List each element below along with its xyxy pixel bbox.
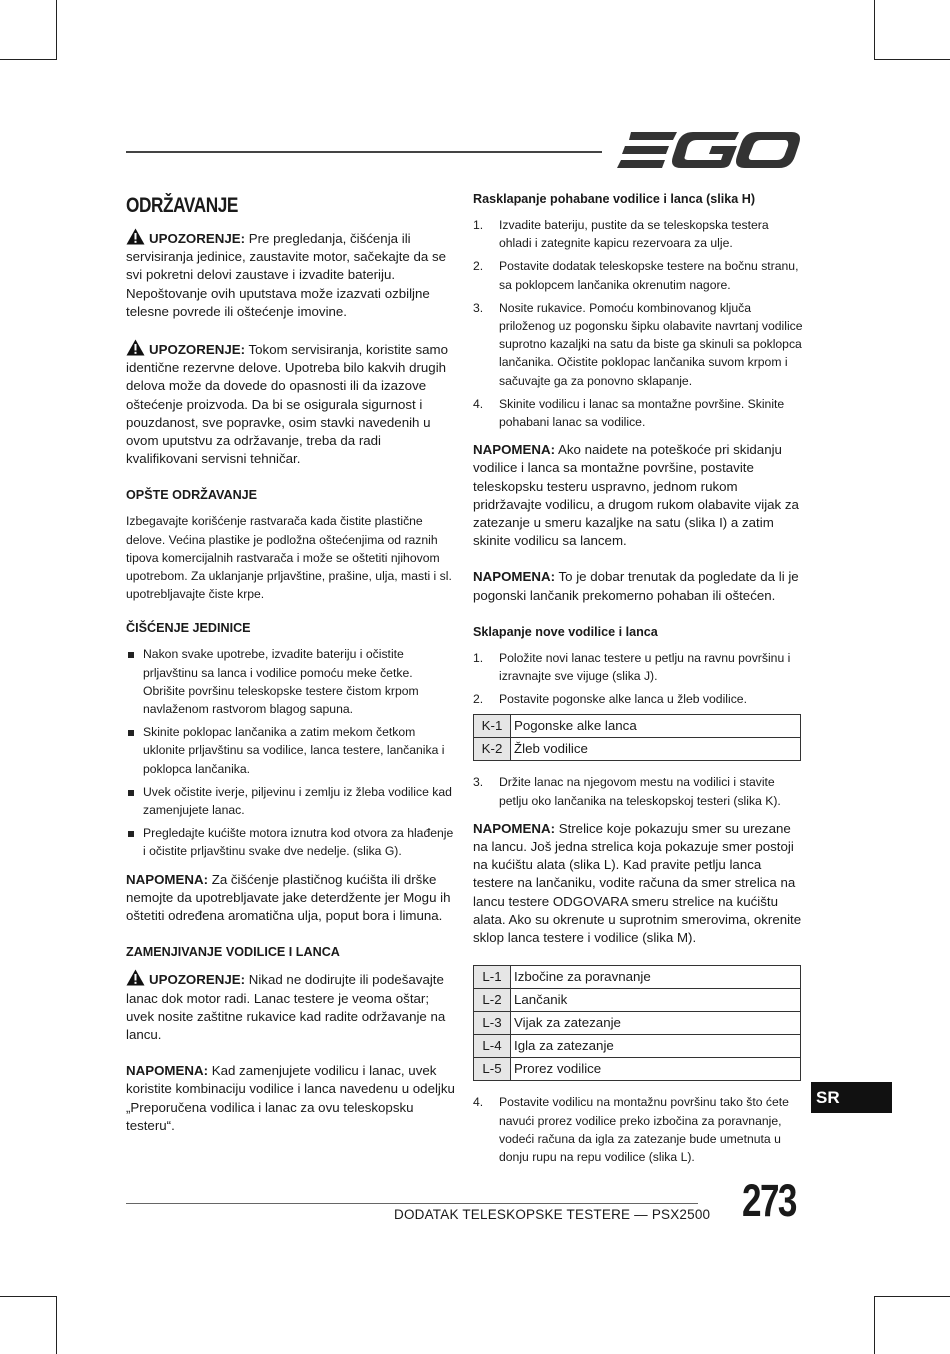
warning-paragraph xyxy=(126,969,456,1044)
table-row: K-1 Pogonske alke lanca xyxy=(474,715,801,738)
general-text: Izbegavajte korišćenje rastvarača kada čistite plastične delove. Većina plastike je podložna oštećenjima od raznih tipova komercijalnih rastvarača i može se oštetiti njihovom upotrebom. Za uklanjanje prljavštine, prašine, ulja, masti i sl. upotrebljavajte čiste krpe. xyxy=(126,514,452,602)
step-item: 3. Držite lanac na njegovom mestu na vodilici i stavite petlju oko lančanika na teleskopskoj testeri (slika K). xyxy=(473,775,781,808)
table-row: K-2 Žleb vodilice xyxy=(474,738,801,761)
section-heading: OPŠTE ODRŽAVANJE xyxy=(126,488,258,503)
list-item: Skinite poklopac lančanika a zatim mekom četkom uklonite prljavštinu sa vodilice, lanca testere, lančanika i poklopca lančanika. xyxy=(126,723,456,778)
warning-triangle-icon xyxy=(126,339,145,356)
bullet-square-icon xyxy=(128,790,134,796)
ego-logo xyxy=(617,128,801,172)
assembly-step-4 xyxy=(473,1093,803,1166)
crop-mark xyxy=(874,59,950,60)
crop-mark xyxy=(0,59,56,60)
step-item: 2. Postavite pogonske alke lanca u žleb vodilice. xyxy=(473,692,747,707)
note-paragraph xyxy=(473,820,803,947)
note-text: Za čišćenje plastičnog kućišta ili drške nemojte da upotrebljavate jake deterdžente jer Mogu ih oštetiti određena aromatična ulja, poput bora i limuna. xyxy=(126,871,451,924)
note-text: Ako naidete na poteškoće pri skidanju vodilice i lanca sa montažne površine, postavite teleskopsku testeru uspravno, jednom rukom pridržavajte vodilicu, a drugom rukom olabavite vijak za zatezanje u smeru kazaljke na satu (slika I) a zatim skinite vodilicu sa lancem. xyxy=(473,442,799,549)
step-item: 3. Nosite rukavice. Pomoću kombinovanog ključa priloženog uz pogonsku šipku olabavite navrtanj vodilice suprotno kazaljki na satu da biste ga skinuli sa poklopca lančanika. Očistite poklopac lančanika suvom krpom i sačuvajte ga za ponovno sklapanje. xyxy=(473,300,803,388)
warning-label: UPOZORENJE: xyxy=(149,342,246,358)
step-item: 2. Postavite dodatak teleskopske testere na bočnu stranu, sa poklopcem lančanika okrenutim nagore. xyxy=(473,259,799,292)
table-row: L-4 Igla za zatezanje xyxy=(474,1035,801,1058)
step-item: 1. Izvadite bateriju, pustite da se teleskopska testera ohladi i zategnite kapicu rezervoara za ulje. xyxy=(473,218,769,251)
note-label: NAPOMENA: xyxy=(126,871,208,887)
warning-paragraph xyxy=(126,339,456,468)
table-row: L-3 Vijak za zatezanje xyxy=(474,1012,801,1035)
warning-text: Pre pregledanja, čišćenja ili servisiranja jedinice, zaustavite motor, sačekajte da se svi pokretni delovi zaustave i izvadite bateriju. Nepoštovanje ovih uputstava može izazvati ozbiljne telesne povrede ili oštećenje imovine. xyxy=(126,231,447,319)
note-text: Strelice koje pokazuju smer su urezane na lancu. Još jedna strelica koja pokazuje smer postoji na kućištu alata (slika L). Kad pravite petlju lanca testere na lančaniku, vodite računa da smer strelica na lancu testere ODGOVARA smeru strelice na kućištu alata. Ako su okrenute u suprotnim smerovima, okrenite sklop lanca testere i vodilice (slika M). xyxy=(473,820,802,946)
left-column xyxy=(126,188,456,1153)
section-heading: ZAMENJIVANJE VODILICE I LANCA xyxy=(126,945,340,960)
crop-mark xyxy=(874,1296,950,1297)
assembly-steps xyxy=(473,649,803,709)
disassembly-steps xyxy=(473,216,803,431)
warning-paragraph xyxy=(126,228,456,321)
legend-table-l xyxy=(473,965,801,1081)
warning-label: UPOZORENJE: xyxy=(149,972,246,988)
section-heading: Sklapanje nove vodilice i lanca xyxy=(473,624,658,639)
crop-mark xyxy=(56,0,57,60)
note-paragraph xyxy=(126,871,456,926)
table-row: L-5 Prorez vodilice xyxy=(474,1058,801,1081)
note-paragraph xyxy=(126,1062,456,1135)
list-item: Uvek očistite iverje, piljevinu i zemlju iz žleba vodilice kad zamenjujete lanac. xyxy=(126,783,456,819)
bullet-square-icon xyxy=(128,730,134,736)
step-item: 1. Položite novi lanac testere u petlju na ravnu površinu i izravnajte sve vijuge (slika J). xyxy=(473,650,791,684)
bullet-square-icon xyxy=(128,652,134,658)
note-text: To je dobar trenutak da pogledate da li je pogonski lančanik prekomerno pohaban ili oštećen. xyxy=(473,569,799,603)
note-label: NAPOMENA: xyxy=(473,569,555,585)
note-text: Kad zamenjujete vodilicu i lanac, uvek koristite kombinaciju vodilice i lanca navedenu u odeljku „Preporučena vodilica i lanac za ovu teleskopsku testeru“. xyxy=(126,1063,455,1133)
assembly-step-3 xyxy=(473,773,803,809)
crop-mark xyxy=(874,1296,875,1354)
warning-triangle-icon xyxy=(126,969,145,986)
list-item: Pregledajte kućište motora iznutra kod otvora za hlađenje i očistite prljavštinu svake dve nedelje. (slika G). xyxy=(126,824,456,860)
footer-text: DODATAK TELESKOPSKE TESTERE — PSX2500 xyxy=(394,1207,711,1222)
note-label: NAPOMENA: xyxy=(126,1063,208,1079)
step-item: 4. Skinite vodilicu i lanac sa montažne površine. Skinite pohabani lanac sa vodilice. xyxy=(473,396,785,430)
crop-mark xyxy=(56,1296,57,1354)
step-item: 4. Postavite vodilicu na montažnu površinu tako što ćete navući prorez vodilice preko izbočina za poravnanje, vodeći računa da igla za zatezanje bude umetnuta u donju rupu na repu vodilice (slika L). xyxy=(473,1095,789,1164)
note-paragraph xyxy=(473,441,803,550)
section-heading: Rasklapanje pohabane vodilice i lanca (slika H) xyxy=(473,192,756,206)
warning-triangle-icon xyxy=(126,228,145,245)
table-row: L-2 Lančanik xyxy=(474,989,801,1012)
bullet-square-icon xyxy=(128,831,134,837)
note-paragraph xyxy=(473,568,803,604)
crop-mark xyxy=(874,0,875,60)
warning-text: Tokom servisiranja, koristite samo identične rezervne delove. Upotreba bilo kakvih drugih delova može da dovede do opasnosti ili da izazove oštećenje proizvoda. Da bi se osigurala sigurnost i pouzdanost, sve popravke, osim stavki navedenih u ovom uputstvu za održavanje, treba da radi kvalifikovani servisni tehničar. xyxy=(126,342,449,467)
crop-mark xyxy=(0,1296,56,1297)
right-column xyxy=(473,188,803,1176)
section-heading: ČIŠĆENJE JEDINICE xyxy=(126,621,251,636)
note-label: NAPOMENA: xyxy=(473,442,555,458)
list-item: Nakon svake upotrebe, izvadite bateriju i očistite prljavštinu sa lanca i vodilice pomoću meke četke. Obrišite površinu teleskopske testere čistom krpom navlaženom rastvorom blagog sapuna. xyxy=(126,645,456,718)
note-label: NAPOMENA: xyxy=(473,820,555,836)
language-tab: SR xyxy=(811,1082,892,1113)
warning-label: UPOZORENJE: xyxy=(149,231,246,246)
page-title: ODRŽAVANJE xyxy=(126,194,238,217)
legend-table-k xyxy=(473,714,801,761)
footer-rule xyxy=(126,1203,698,1204)
header-rule xyxy=(126,151,602,153)
table-row: L-1 Izbočine za poravnanje xyxy=(474,966,801,989)
warning-text: Nikad ne dodirujte ili podešavajte lanac dok motor radi. Lanac testere je veoma oštar; uvek nosite zaštitne rukavice kad radite održavanje na lancu. xyxy=(126,972,446,1042)
cleaning-list xyxy=(126,645,456,860)
page-number: 273 xyxy=(742,1175,796,1226)
